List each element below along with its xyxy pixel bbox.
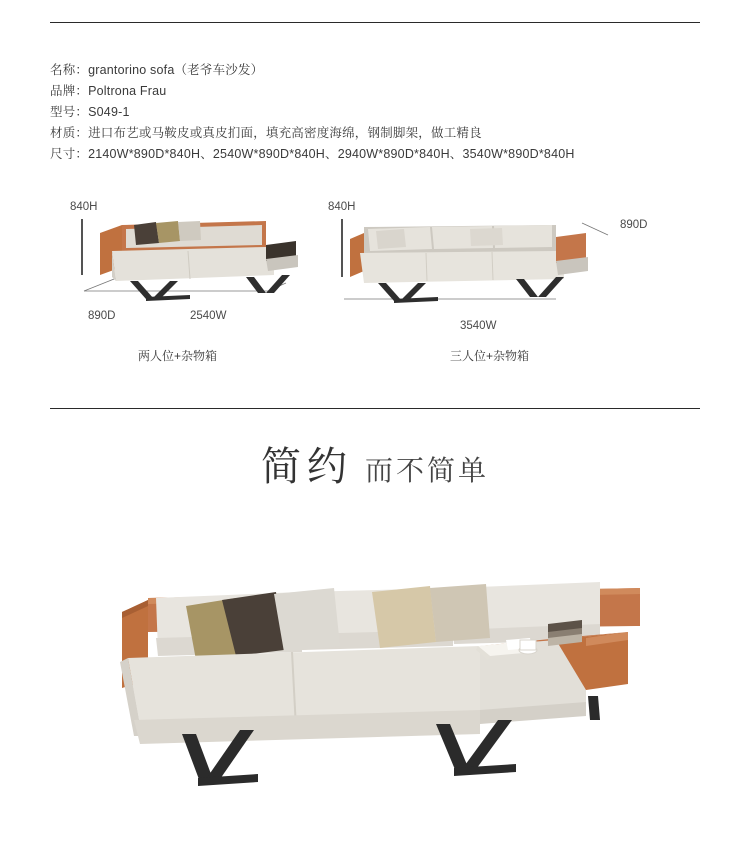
hero-sofa-illustration [0, 520, 750, 820]
section-headline [0, 435, 750, 492]
two-seat-height-label: 840H [70, 201, 98, 213]
spec-line-material: 材质：进口布艺或马鞍皮或真皮扪面，填充高密度海绵，钢制脚架，做工精良 [50, 126, 482, 140]
two-seat-illustration [60, 195, 350, 345]
two-seat-width-label: 2540W [190, 310, 227, 322]
top-divider [50, 22, 700, 23]
three-seat-illustration [320, 195, 710, 345]
headline-primary: 简约 [260, 445, 353, 489]
mid-divider [50, 408, 700, 409]
spec-line-model: 型号：S049-1 [50, 105, 130, 119]
three-seat-caption: 三人位+杂物箱 [450, 349, 530, 363]
hero-sofa-photo [0, 520, 750, 820]
headline-secondary: 而不简单 [364, 455, 489, 486]
spec-line-name: 名称：grantorino sofa（老爷车沙发） [50, 63, 264, 77]
specification-block [50, 60, 710, 165]
three-seat-depth-label: 890D [620, 219, 648, 231]
two-seat-depth-label: 890D [88, 310, 116, 322]
two-seat-caption: 两人位+杂物箱 [138, 349, 218, 363]
three-seat-height-label: 840H [328, 201, 356, 213]
spec-line-brand: 品牌：Poltrona Frau [50, 84, 167, 98]
dimension-diagrams [50, 195, 710, 375]
spec-line-size: 尺寸：2140W*890D*840H、2540W*890D*840H、2940W*890D*840H、3540W*890D*840H [50, 147, 575, 161]
three-seat-width-label: 3540W [460, 320, 497, 332]
